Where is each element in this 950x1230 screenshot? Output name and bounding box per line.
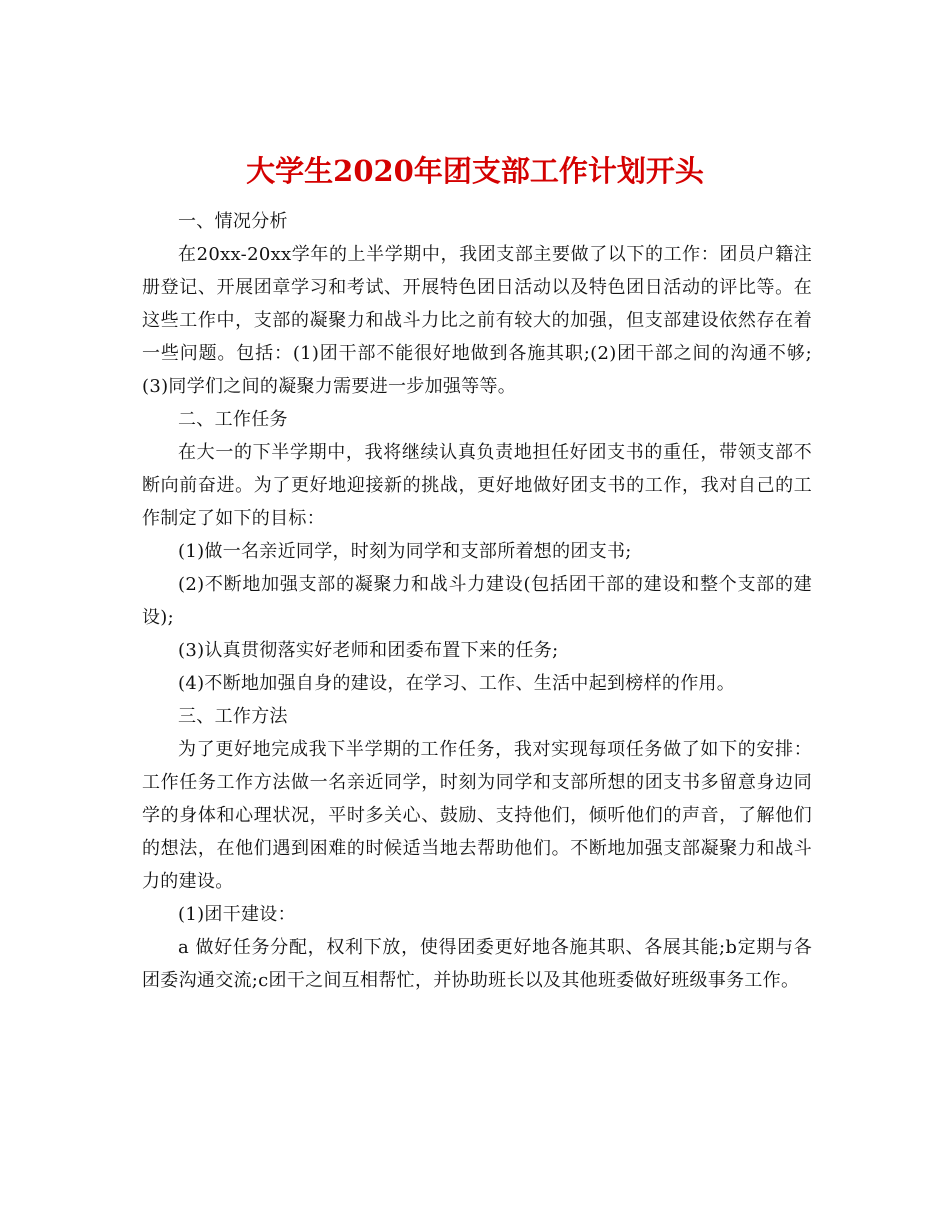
subheading-cadre-building: (1)团干建设： — [178, 904, 296, 925]
paragraph-work-tasks: 在大一的下半学期中，我将继续认真负责地担任好团支书的重任，带领支部不断向前奋进。为了更好地迎接新的挑战，更好地做好团支书的工作，我对自己的工作制定了如下的目标： — [142, 442, 812, 529]
goal-item-4: (4)不断地加强自身的建设，在学习、工作、生活中起到榜样的作用。 — [178, 673, 736, 694]
document-body — [142, 205, 812, 997]
section-heading-situation-analysis: 一、情况分析 — [178, 211, 288, 232]
goal-item-3: (3)认真贯彻落实好老师和团委布置下来的任务; — [178, 640, 559, 661]
section-heading-work-methods: 三、工作方法 — [178, 706, 288, 727]
paragraph-cadre-building: a 做好任务分配，权利下放，使得团委更好地各施其职、各展其能;b定期与各团委沟通交流;c团干之间互相帮忙，并协助班长以及其他班委做好班级事务工作。 — [142, 937, 812, 991]
goal-item-1: (1)做一名亲近同学，时刻为同学和支部所着想的团支书; — [178, 541, 632, 562]
section-heading-work-tasks: 二、工作任务 — [178, 409, 288, 430]
paragraph-situation-analysis: 在20xx-20xx学年的上半学期中，我团支部主要做了以下的工作：团员户籍注册登记、开展团章学习和考试、开展特色团日活动以及特色团日活动的评比等。在这些工作中，支部的凝聚力和战斗力比之前有较大的加强，但支部建设依然存在着一些问题。包括：(1)团干部不能很好地做到各施其职;(2)团干部之间的沟通不够;(3)同学们之间的凝聚力需要进一步加强等等。 — [142, 244, 812, 397]
goal-item-2: (2)不断地加强支部的凝聚力和战斗力建设(包括团干部的建设和整个支部的建设); — [142, 574, 812, 628]
paragraph-work-methods: 为了更好地完成我下半学期的工作任务，我对实现每项任务做了如下的安排：工作任务工作方法做一名亲近同学，时刻为同学和支部所想的团支书多留意身边同学的身体和心理状况，平时多关心、鼓励、支持他们，倾听他们的声音，了解他们的想法，在他们遇到困难的时候适当地去帮助他们。不断地加强支部凝聚力和战斗力的建设。 — [142, 739, 812, 892]
document-title: 大学生2020年团支部工作计划开头 — [246, 154, 704, 189]
